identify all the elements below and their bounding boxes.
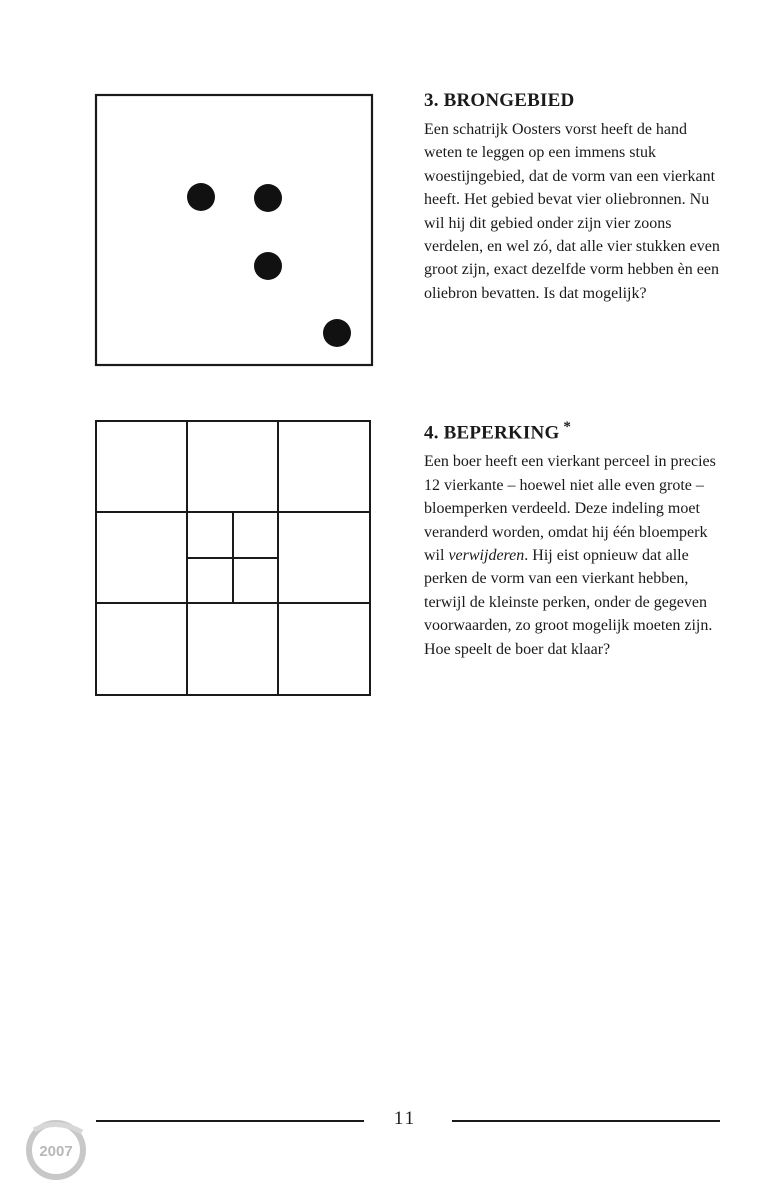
oil-field-diagram [94, 93, 376, 369]
footer-rule-right [452, 1120, 720, 1122]
puzzle-3 [424, 88, 724, 305]
oil-well [254, 184, 282, 212]
puzzle-4-text: Een boer heeft een vierkant perceel in precies 12 vierkante – hoewel niet alle even grote – bloemperken verdeeld. Deze indeling moet veranderd worden, omdat hij één bloemperk wil verwijderen. Hij eist opnieuw dat alle perken de vorm van een vierkant hebben, terwijl de kleinste perken, onder de gegeven voorwaarden, zo groot mogelijk moeten zijn. Hoe speelt de boer dat klaar? [424, 453, 716, 658]
watermark-logo-icon [24, 1116, 94, 1180]
oil-well [187, 183, 215, 211]
puzzle-3-heading: 3. BRONGEBIED [424, 90, 575, 111]
puzzle-4-title: 4. BEPERKING [424, 422, 560, 444]
flowerbed-diagram [94, 419, 374, 699]
puzzle-4 [424, 414, 724, 661]
page-number: 11 [393, 1108, 417, 1129]
emphasized-word: verwijderen [448, 546, 525, 564]
difficulty-star: * [563, 419, 572, 435]
puzzle-3-text: Een schatrijk Oosters vorst heeft de hand weten te leggen op een immens stuk woestijngebied, dat de vorm van een vierkant heeft. Het gebied bevat vier oliebronnen. Nu wil hij dit gebied onder zijn vier zoons verdelen, en wel zó, dat alle vier stukken even groot zijn, exact dezelfde vorm hebben èn een oliebron bevatten. Is dat mogelijk? [424, 121, 720, 302]
oil-well [323, 319, 351, 347]
footer-rule-left [96, 1120, 364, 1122]
oil-well [254, 252, 282, 280]
watermark-text: 2007 [39, 1143, 73, 1160]
puzzle-4-heading [424, 414, 724, 446]
